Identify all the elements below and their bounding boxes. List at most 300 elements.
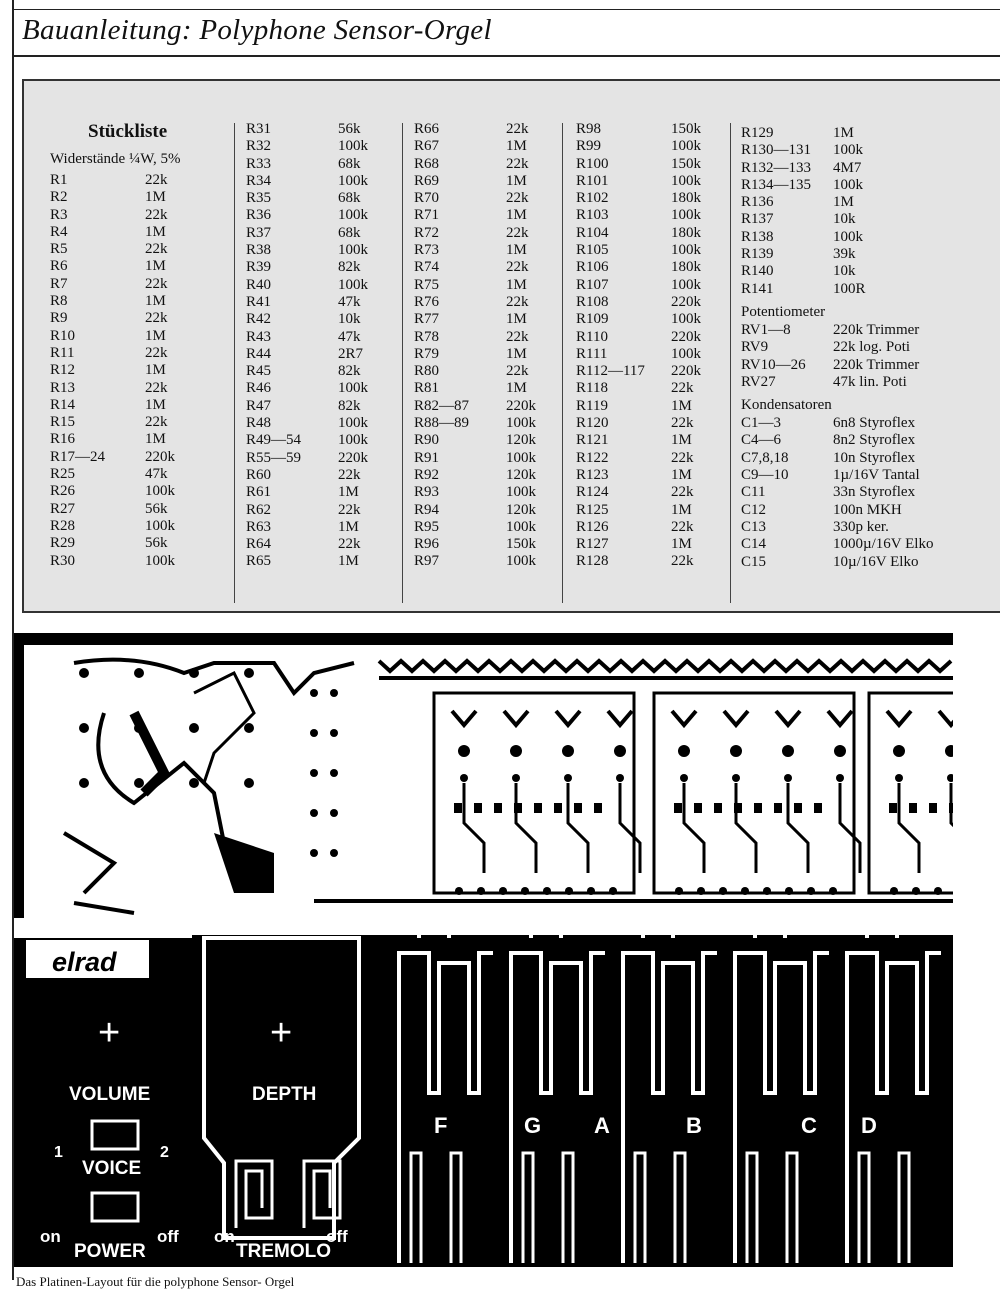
part-row <box>414 553 536 570</box>
part-value: 120k <box>506 501 536 518</box>
part-row <box>741 432 933 449</box>
part-value: 1M <box>145 189 166 206</box>
part-row <box>50 328 175 345</box>
part-row <box>50 518 175 535</box>
part-row <box>576 380 701 397</box>
part-ref: R90 <box>414 432 440 449</box>
page-title: Bauanleitung: Polyphone Sensor-Orgel <box>22 14 492 46</box>
part-value: 100k <box>145 483 175 500</box>
part-value: 2R7 <box>338 345 364 362</box>
part-row <box>50 362 175 379</box>
part-ref: R99 <box>576 138 602 155</box>
part-ref: R30 <box>50 552 76 569</box>
elrad-logo-text: elrad <box>52 947 117 977</box>
part-row <box>246 138 368 155</box>
part-ref: R12 <box>50 362 76 379</box>
part-ref: R74 <box>414 259 440 276</box>
part-value: 1M <box>145 293 166 310</box>
part-ref: C4—6 <box>741 432 782 449</box>
part-value: 1M <box>506 276 527 293</box>
part-row <box>246 121 368 138</box>
part-ref: R38 <box>246 242 272 259</box>
title-rule <box>14 55 1000 57</box>
part-value: 47k lin. Poti <box>833 373 907 390</box>
part-ref: R82—87 <box>414 397 470 414</box>
part-value: 100k <box>671 138 701 155</box>
part-ref: R101 <box>576 172 609 189</box>
resistor-column-2 <box>246 121 368 571</box>
part-value: 22k <box>506 224 529 241</box>
voice-1-label: 1 <box>54 1144 63 1161</box>
part-row <box>50 553 175 570</box>
part-value: 1M <box>338 553 359 570</box>
part-row <box>576 553 701 570</box>
part-ref: R48 <box>246 415 272 432</box>
part-row <box>741 229 933 246</box>
part-row <box>576 467 701 484</box>
part-ref: C14 <box>741 536 767 553</box>
part-ref: R14 <box>50 396 76 413</box>
part-row <box>576 173 701 190</box>
column-divider <box>562 123 563 603</box>
part-ref: R98 <box>576 121 602 137</box>
part-ref: R102 <box>576 190 609 207</box>
power-off-label: off <box>157 1227 179 1246</box>
part-ref: R70 <box>414 190 440 207</box>
part-value: 100k <box>833 176 863 193</box>
part-row <box>741 142 933 159</box>
depth-plus-icon: + <box>270 1012 293 1054</box>
part-value: 100k <box>506 415 536 432</box>
part-value: 22k <box>338 466 361 483</box>
part-ref: R63 <box>246 518 272 535</box>
key-sensor-pad <box>623 953 717 1263</box>
part-value: 1M <box>833 125 854 141</box>
part-row <box>741 281 933 298</box>
part-ref: R104 <box>576 224 609 241</box>
key-sensor-pad <box>635 1153 685 1263</box>
part-row <box>741 536 933 553</box>
part-value: 150k <box>671 155 701 172</box>
part-ref: C12 <box>741 501 767 518</box>
part-row <box>414 519 536 536</box>
part-value: 220k <box>506 397 536 414</box>
part-value: 1µ/16V Tantal <box>833 467 920 484</box>
part-value: 1M <box>338 484 359 501</box>
part-ref: C11 <box>741 484 766 501</box>
part-value: 150k <box>671 121 701 137</box>
part-value: 47k <box>338 293 361 310</box>
part-ref: C13 <box>741 518 767 535</box>
part-value: 220k Trimmer <box>833 321 920 338</box>
part-ref: R43 <box>246 328 272 345</box>
resistor-column-1 <box>50 172 175 570</box>
part-value: 100k <box>145 552 175 569</box>
part-value: 150k <box>506 536 536 553</box>
part-row <box>576 398 701 415</box>
part-row <box>246 536 368 553</box>
part-row <box>414 484 536 501</box>
part-ref: R140 <box>741 263 774 280</box>
part-ref: R45 <box>246 363 272 380</box>
part-value: 330p ker. <box>833 518 889 535</box>
part-row <box>576 536 701 553</box>
part-row <box>246 380 368 397</box>
part-value: 1M <box>145 223 166 240</box>
part-value: 22k <box>506 328 529 345</box>
depth-label: DEPTH <box>252 1084 317 1105</box>
part-value: 22k <box>145 241 168 258</box>
part-row <box>576 259 701 276</box>
part-row <box>741 194 933 211</box>
part-ref: R44 <box>246 345 272 362</box>
part-value: 47k <box>338 328 361 345</box>
part-ref: C9—10 <box>741 467 789 484</box>
part-row <box>50 241 175 258</box>
key-sensor-pad <box>411 1153 461 1263</box>
part-row <box>50 189 175 206</box>
part-ref: R68 <box>414 155 440 172</box>
part-ref: R32 <box>246 138 272 155</box>
part-row <box>576 225 701 242</box>
part-ref: R62 <box>246 501 272 518</box>
part-row <box>414 536 536 553</box>
part-ref: R47 <box>246 397 272 414</box>
potentiometer-heading: Potentiometer <box>741 303 826 320</box>
part-ref: R11 <box>50 344 75 361</box>
part-value: 10k <box>833 263 856 280</box>
part-value: 22k <box>145 206 168 223</box>
part-row <box>741 322 933 339</box>
part-row <box>414 259 536 276</box>
part-value: 10k <box>833 211 856 228</box>
part-row <box>246 277 368 294</box>
part-row <box>576 346 701 363</box>
part-row <box>50 535 175 552</box>
part-row <box>741 246 933 263</box>
part-row <box>414 225 536 242</box>
part-value: 1M <box>671 432 692 449</box>
part-value: 10n Styroflex <box>833 449 916 466</box>
part-ref: R41 <box>246 293 272 310</box>
part-value: 39k <box>833 246 856 263</box>
part-ref: R75 <box>414 276 440 293</box>
part-ref: R71 <box>414 207 440 224</box>
part-value: 22k <box>506 363 529 380</box>
part-ref: R29 <box>50 535 76 552</box>
part-row <box>246 259 368 276</box>
part-row <box>246 207 368 224</box>
part-value: 1M <box>506 380 527 397</box>
part-ref: R9 <box>50 310 68 327</box>
part-ref: R96 <box>414 536 440 553</box>
part-row <box>246 156 368 173</box>
part-row <box>246 346 368 363</box>
part-value: 100k <box>671 311 701 328</box>
part-ref: R6 <box>50 258 68 275</box>
part-value: 82k <box>338 363 361 380</box>
key-label-c: C <box>801 1113 817 1138</box>
part-value: 100k <box>671 345 701 362</box>
part-value: 22k <box>506 155 529 172</box>
part-row <box>576 242 701 259</box>
part-row <box>50 449 175 466</box>
part-row <box>414 156 536 173</box>
part-value: 100n MKH <box>833 501 902 518</box>
part-row <box>741 339 933 356</box>
part-value: 1M <box>833 194 854 211</box>
key-sensor-strip <box>399 913 941 1263</box>
part-row <box>246 432 368 449</box>
part-ref: R127 <box>576 536 609 553</box>
part-value: 22k <box>145 379 168 396</box>
part-ref: RV1—8 <box>741 321 791 338</box>
part-ref: R138 <box>741 228 774 245</box>
volume-label: VOLUME <box>69 1084 151 1105</box>
part-ref: R36 <box>246 207 272 224</box>
part-row <box>741 160 933 177</box>
part-ref: R103 <box>576 207 609 224</box>
part-value: 1M <box>338 518 359 535</box>
part-ref: R1 <box>50 172 68 188</box>
part-ref: C7,8,18 <box>741 449 789 466</box>
part-row <box>50 483 175 500</box>
key-sensor-pad <box>735 953 829 1263</box>
part-value: 220k <box>671 363 701 380</box>
part-ref: R112—117 <box>576 363 645 380</box>
part-value: 22k <box>338 501 361 518</box>
part-ref: R111 <box>576 345 608 362</box>
part-ref: RV9 <box>741 339 769 356</box>
part-ref: R106 <box>576 259 609 276</box>
part-ref: R26 <box>50 483 76 500</box>
elrad-logo <box>26 940 149 978</box>
part-value: 100k <box>833 142 863 159</box>
part-row <box>576 277 701 294</box>
part-row <box>576 138 701 155</box>
part-ref: R141 <box>741 280 774 297</box>
part-value: 1M <box>671 501 692 518</box>
part-ref: R37 <box>246 224 272 241</box>
part-ref: R17—24 <box>50 448 106 465</box>
part-row <box>414 380 536 397</box>
part-ref: R81 <box>414 380 440 397</box>
part-value: 100k <box>671 172 701 189</box>
part-value: 1M <box>506 242 527 259</box>
part-row <box>414 363 536 380</box>
key-label-b: B <box>686 1113 702 1138</box>
part-value: 220k <box>338 449 368 466</box>
part-ref: R76 <box>414 293 440 310</box>
part-value: 220k <box>145 448 175 465</box>
part-ref: R139 <box>741 246 774 263</box>
volume-plus-icon: + <box>98 1012 121 1054</box>
voice-switch <box>92 1121 138 1149</box>
part-row <box>741 415 933 432</box>
key-sensor-pad <box>859 1153 909 1263</box>
part-value: 100k <box>338 138 368 155</box>
part-value: 56k <box>145 500 168 517</box>
part-row <box>576 450 701 467</box>
power-switch <box>92 1193 138 1221</box>
part-ref: R137 <box>741 211 774 228</box>
part-ref: R13 <box>50 379 76 396</box>
part-value: 82k <box>338 397 361 414</box>
tremolo-on-label: on <box>214 1227 235 1246</box>
part-value: 22k <box>506 259 529 276</box>
part-ref: R60 <box>246 466 272 483</box>
part-value: 100k <box>338 207 368 224</box>
part-row <box>576 311 701 328</box>
part-row <box>414 190 536 207</box>
part-value: 100k <box>338 242 368 259</box>
part-ref: R95 <box>414 518 440 535</box>
part-row <box>50 258 175 275</box>
part-ref: R100 <box>576 155 609 172</box>
part-value: 100k <box>671 207 701 224</box>
resistors-heading: Widerstände ¼W, 5% <box>50 151 181 167</box>
part-ref: R2 <box>50 189 68 206</box>
part-row <box>50 224 175 241</box>
key-sensor-pad <box>523 1153 573 1263</box>
part-ref: R69 <box>414 172 440 189</box>
part-row <box>50 501 175 518</box>
part-value: 82k <box>338 259 361 276</box>
part-row <box>414 398 536 415</box>
part-row <box>50 207 175 224</box>
part-row <box>50 172 175 189</box>
part-row <box>246 484 368 501</box>
part-value: 100k <box>338 172 368 189</box>
part-ref: R15 <box>50 414 76 431</box>
part-value: 100k <box>506 449 536 466</box>
part-ref: R92 <box>414 466 440 483</box>
part-ref: R31 <box>246 121 272 137</box>
part-ref: R91 <box>414 449 440 466</box>
part-row <box>741 519 933 536</box>
top-rule <box>12 9 1000 10</box>
part-value: 22k <box>145 414 168 431</box>
part-row <box>414 173 536 190</box>
power-on-label: on <box>40 1227 61 1246</box>
part-ref: R132—133 <box>741 159 812 176</box>
part-value: 1M <box>145 327 166 344</box>
part-value: 100k <box>506 484 536 501</box>
key-sensor-pad <box>399 953 493 1263</box>
part-value: 1M <box>671 466 692 483</box>
part-ref: R5 <box>50 241 68 258</box>
tremolo-sensor-pads <box>236 1161 340 1228</box>
part-value: 22k log. Poti <box>833 339 911 356</box>
part-row <box>414 415 536 432</box>
part-value: 1M <box>506 172 527 189</box>
part-value: 6n8 Styroflex <box>833 415 916 432</box>
part-row <box>741 177 933 194</box>
part-value: 100k <box>506 518 536 535</box>
part-row <box>246 329 368 346</box>
voice-2-label: 2 <box>160 1144 169 1161</box>
part-row <box>576 484 701 501</box>
part-value: 1000µ/16V Elko <box>833 536 934 553</box>
part-ref: R40 <box>246 276 272 293</box>
part-row <box>246 190 368 207</box>
part-ref: R128 <box>576 553 609 570</box>
key-label-g: G <box>524 1113 542 1138</box>
part-value: 100k <box>338 380 368 397</box>
key-label-d: D <box>861 1113 877 1138</box>
key-label-f: F <box>434 1113 448 1138</box>
part-value: 1M <box>145 431 166 448</box>
part-ref: R105 <box>576 242 609 259</box>
part-row <box>741 374 933 391</box>
part-row <box>50 431 175 448</box>
part-ref: R110 <box>576 328 608 345</box>
part-ref: R35 <box>246 190 272 207</box>
part-value: 100k <box>833 228 863 245</box>
part-ref: R124 <box>576 484 609 501</box>
part-row <box>741 357 933 374</box>
part-ref: R33 <box>246 155 272 172</box>
part-row <box>741 502 933 519</box>
part-value: 22k <box>506 293 529 310</box>
part-value: 1M <box>671 536 692 553</box>
part-ref: R80 <box>414 363 440 380</box>
part-row <box>414 207 536 224</box>
column-divider <box>402 123 403 603</box>
parts-list-heading: Stückliste <box>88 121 168 142</box>
part-row <box>246 502 368 519</box>
part-row <box>576 207 701 224</box>
part-row <box>246 294 368 311</box>
part-row <box>414 294 536 311</box>
part-value: 68k <box>338 155 361 172</box>
part-value: 4M7 <box>833 159 862 176</box>
part-ref: R129 <box>741 125 774 141</box>
part-value: 8n2 Styroflex <box>833 432 916 449</box>
part-ref: R121 <box>576 432 609 449</box>
part-value: 22k <box>145 172 168 188</box>
key-sensor-pad <box>847 953 941 1263</box>
part-ref: R118 <box>576 380 608 397</box>
part-ref: R7 <box>50 275 68 292</box>
part-ref: R108 <box>576 293 609 310</box>
part-row <box>246 467 368 484</box>
part-row <box>50 293 175 310</box>
part-row <box>576 519 701 536</box>
part-row <box>414 467 536 484</box>
part-value: 22k <box>506 121 529 137</box>
part-value: 68k <box>338 190 361 207</box>
part-row <box>576 363 701 380</box>
part-row <box>741 125 933 142</box>
part-ref: R16 <box>50 431 76 448</box>
part-ref: R39 <box>246 259 272 276</box>
part-value: 22k <box>671 484 694 501</box>
part-row <box>576 415 701 432</box>
part-row <box>246 225 368 242</box>
resistor-column-5 <box>741 125 933 571</box>
part-row <box>246 415 368 432</box>
part-ref: R136 <box>741 194 774 211</box>
part-ref: R3 <box>50 206 68 223</box>
part-row <box>414 277 536 294</box>
part-row <box>50 397 175 414</box>
part-ref: R28 <box>50 517 76 534</box>
part-value: 22k <box>671 553 694 570</box>
part-value: 1M <box>506 138 527 155</box>
parts-list-box <box>22 79 1000 613</box>
part-value: 1M <box>145 362 166 379</box>
